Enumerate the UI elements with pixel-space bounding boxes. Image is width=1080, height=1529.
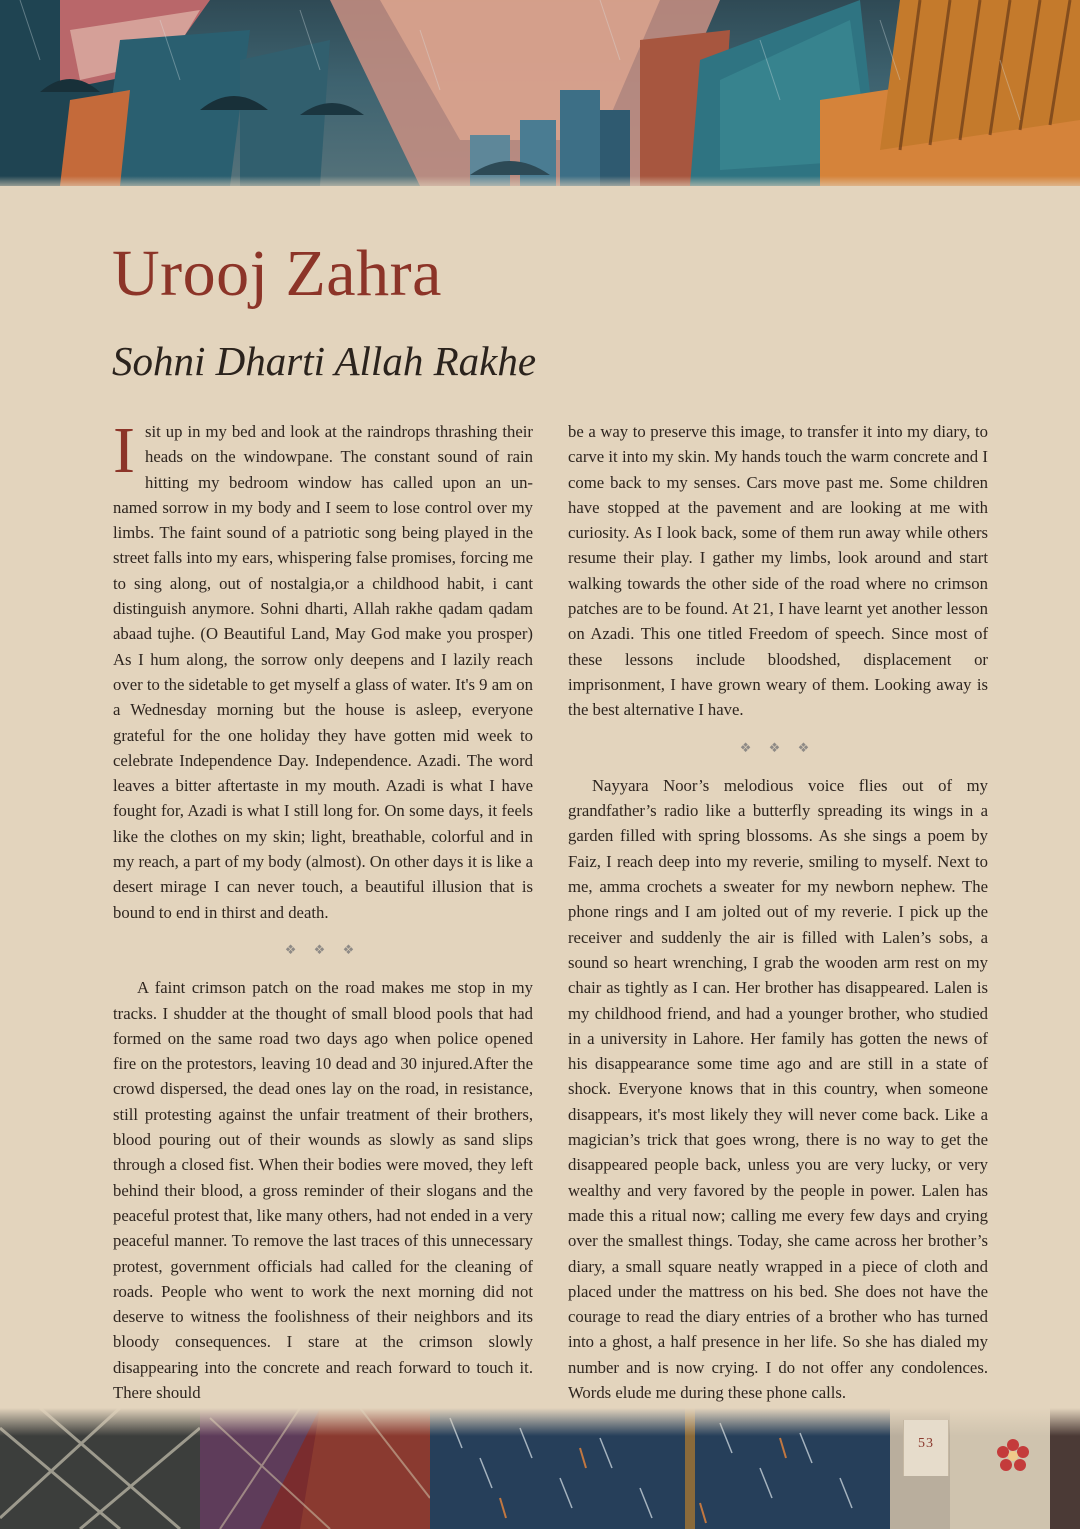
page-number: 53 <box>918 1436 934 1451</box>
rainy-street-illustration <box>0 0 1080 186</box>
paragraph-3: Nayyara Noor’s melodious voice flies out of my grandfather’s radio like a butterfly spreading its wings in a garden filled with spring blossoms. As she sings a poem by Faiz, I reach deep into my reverie, smiling to myself. Next to me, amma crochets a sweater for my newborn nephew. The phone rings and I am jolted out of my reverie. I pick up the receiver and suddenly the air is filled with Lalen’s sobs, a sound so heart wrenching, I grab the wooden arm rest on my chair as tightly as I can. Her brother has disappeared. Lalen is my childhood friend, and had a younger brother, who studied in a university in Lahore. Her family has gotten the news of his disappearance some time ago and are still in a state of shock. Everyone knows that in this country, when someone disappears, it's most likely they will never come back. Like a magician’s trick that goes wrong, there is no way to get the disappeared people back, unless you are very lucky, or very wealthy and very favored by the people in power. Lalen has made this a ritual now; calling me every few days and crying over the smallest things. Today, she came across her brother’s diary, a small square neatly wrapped in a piece of cloth and placed under the mattress on his bed. She does not have the courage to read the diary entries of a brother who has turned into a ghost, a half presence in her life. So she has dialed my number and is now crying. I do not offer any condolences. Words elude me during these phone calls. <box>568 775 988 1402</box>
text-column-left <box>113 414 533 1405</box>
section-divider: ❖ ❖ ❖ <box>739 739 817 755</box>
page-number-tab <box>903 1420 949 1476</box>
header-illustration <box>0 0 1080 186</box>
drop-cap: I <box>113 414 135 487</box>
story-title: Sohni Dharti Allah Rakhe <box>112 338 537 384</box>
author-name: Urooj Zahra <box>112 237 442 310</box>
paragraph-1 <box>113 414 533 925</box>
paragraph-2: A faint crimson patch on the road makes me stop in my tracks. I shudder at the thought of small blood pools that had formed on the same road two days ago when police opened fire on the protestors, leaving 10 dead and 30 injured.After the crowd dispersed, the dead ones lay on the road, in resistance, still protesting against the unfair treatment of their brothers, blood pouring out of their wounds as slowly as sand slips through a closed fist. When their bodies were moved, they left behind their blood, a gross reminder of their slogans and the peaceful protest that, like many others, had not ended in a very peaceful manner. To remove the last traces of this unnecessary protest, government officials had called for the cleaning of roads. People who went to work the next morning did not deserve to witness the foolishness of their neighbors and its bloody consequences. I stare at the crimson slowly disappearing into the concrete and reach forward to touch it. There should <box>113 978 533 1402</box>
section-divider: ❖ ❖ ❖ <box>284 941 362 957</box>
text-column-right <box>568 419 988 1405</box>
paragraph-1-text: sit up in my bed and look at the raindrops thrashing their heads on the windowpane. The constant sound of rain hitting my bedroom window has called upon an un-named sorrow in my body and I seem to lose control over my limbs. The faint sound of a patriotic song being played in the street falls into my ears, whispering false promises, forcing me to sing along, out of nostalgia,or a childhood habit, i cant distinguish anymore. Sohni dharti, Allah rakhe qadam qadam abaad tujhe. (O Beautiful Land, May God make you prosper) As I hum along, the sorrow only deepens and I lazily reach over to the sidetable to get myself a glass of water. It's 9 am on a Wednesday morning but the house is asleep, everyone grateful for the one holiday they have gotten mid week to celebrate Independence Day. Independence. Azadi. The word leaves a bitter aftertaste in my mouth. Azadi is what I have fought for, Azadi is what I still long for. On some days, it feels like the clothes on my skin; light, breathable, colorful and in my reach, a part of my body (almost). On other days it is like a desert mirage I can never touch, a beautiful illusion that is bound to end in thirst and death. <box>113 422 533 922</box>
paragraph-2-continued: be a way to preserve this image, to transfer it into my diary, to carve it into my skin. My hands touch the warm concrete and I come back to my senses. Cars move past me. Some children have stopped at the pavement and are looking at me with curiosity. As I look back, some of them run away while others resume their play. I gather my limbs, look around and start walking towards the other side of the road where no crimson patches are to be found. At 21, I have learnt yet another lesson on Azadi. This one titled Freedom of speech. Since most of these lessons include bloodshed, displacement or imprisonment, I have grown weary of them. Looking away is the best alternative I have. <box>568 422 988 720</box>
header-fade <box>0 176 1080 186</box>
